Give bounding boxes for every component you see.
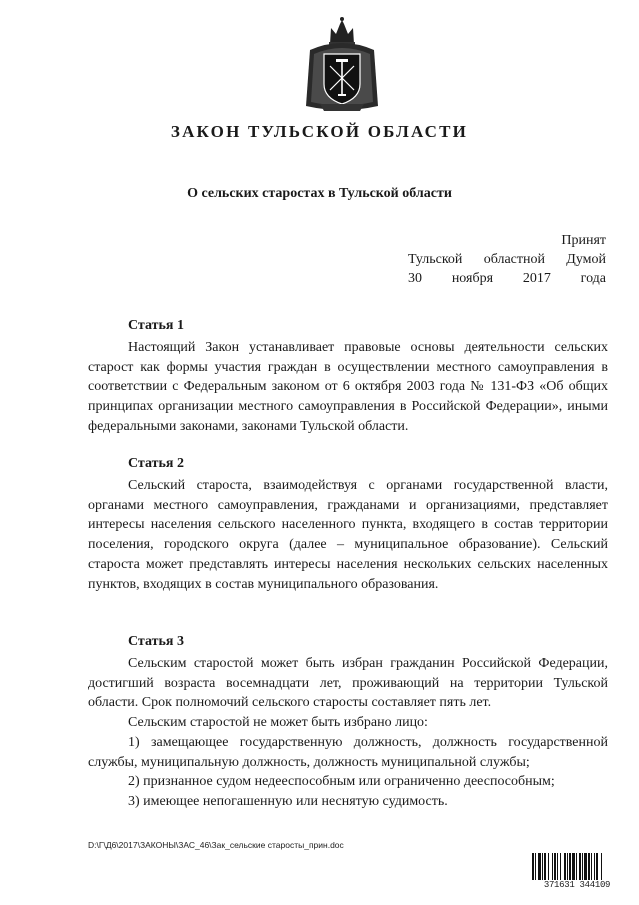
article-2 xyxy=(88,454,608,594)
law-subtitle: О сельских старостах в Тульской области xyxy=(187,186,452,201)
barcode-number: 371631 344109 xyxy=(531,880,623,890)
list-item: 3) имеющее непогашенную или неснятую судимость. xyxy=(128,793,448,809)
adoption-word: Думой xyxy=(566,252,606,267)
adoption-word: года xyxy=(580,271,606,286)
list-item: 2) признанное судом недееспособным или ограниченно дееспособным; xyxy=(128,774,555,790)
adoption-word: Тульской xyxy=(408,252,463,267)
tula-coat-of-arms-icon xyxy=(300,14,384,114)
article-heading: Статья 1 xyxy=(128,318,184,333)
adoption-line-1: Принят xyxy=(561,233,606,248)
article-paragraph: Сельский староста, взаимодействуя с органами государственной власти, органами местного самоуправления, гражданами и организациями, представляет интересы населения сельского населенного пункта, входящего в состав территории поселения, городского округа (далее – муниципальное образование). Сельский староста может представлять интересы населения нескольких сельских населенных пунктов, входящих в состав муниципального образования. xyxy=(88,478,608,592)
adoption-line-2 xyxy=(408,250,606,269)
article-heading: Статья 3 xyxy=(128,634,184,649)
article-heading: Статья 2 xyxy=(128,456,184,471)
adoption-block xyxy=(408,231,606,288)
adoption-month: ноября xyxy=(451,271,494,286)
adoption-year: 2017 xyxy=(522,271,551,286)
list-item: 1) замещающее государственную должность, должность государственной службы, муниципальную должность, должность муниципальной службы; xyxy=(88,734,608,770)
adoption-word: областной xyxy=(483,252,545,267)
file-path: D:\Г\Д6\2017\ЗАКОНЫ\ЗАС_46\Зак_сельские старосты_прин.doc xyxy=(88,840,344,850)
law-title: ЗАКОН ТУЛЬСКОЙ ОБЛАСТИ xyxy=(170,122,469,141)
adoption-line-3 xyxy=(408,269,606,288)
article-paragraph: Настоящий Закон устанавливает правовые основы деятельности сельских старост как формы участия граждан в осуществлении местного самоуправления в соответствии с Федеральным законом от 6 октября 2003 года № 131-ФЗ «Об общих принципах организации местного самоуправления в Российской Федерации», иными федеральными законами, законами Тульской области. xyxy=(88,340,608,434)
adoption-day: 30 xyxy=(408,271,422,286)
article-1 xyxy=(88,316,608,437)
article-paragraph: Сельским старостой может быть избран гражданин Российской Федерации, достигший возраста восемнадцати лет, проживающий на территории Тульской области. Срок полномочий сельского старосты составляет пять лет. xyxy=(88,656,608,711)
article-paragraph: Сельским старостой не может быть избрано лицо: xyxy=(128,715,428,731)
article-3 xyxy=(88,632,608,812)
